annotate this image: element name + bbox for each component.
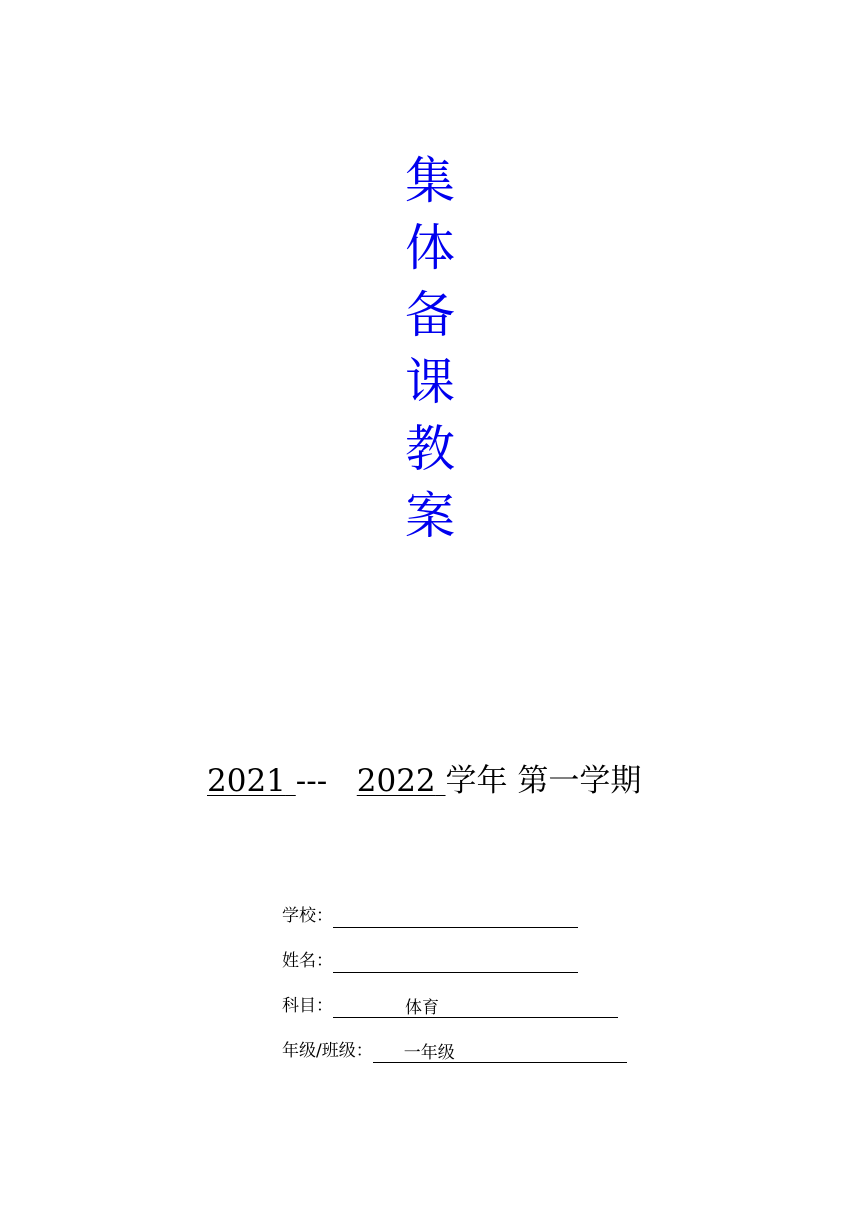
subject-value: 体育 xyxy=(405,998,439,1018)
grade-class-field xyxy=(282,1039,627,1063)
school-field xyxy=(282,904,578,928)
title-char: 课 xyxy=(405,353,455,411)
grade-class-value: 一年级 xyxy=(403,1043,455,1063)
year-suffix: 学年 xyxy=(445,763,508,799)
subject-label: 科目： xyxy=(282,996,333,1016)
school-label: 学校： xyxy=(282,906,333,926)
end-year: 2022 xyxy=(356,763,436,799)
title-char: 案 xyxy=(405,487,455,545)
name-input-line[interactable] xyxy=(333,952,578,973)
name-field xyxy=(282,949,578,973)
grade-class-input-line[interactable] xyxy=(373,1042,627,1063)
school-input-line[interactable] xyxy=(333,907,578,928)
document-title xyxy=(0,148,860,550)
subject-input-line[interactable] xyxy=(333,997,618,1018)
title-char: 备 xyxy=(405,286,455,344)
year-separator: --- xyxy=(295,763,328,799)
subject-field xyxy=(282,994,618,1018)
academic-year-line xyxy=(207,758,641,804)
title-char: 集 xyxy=(405,152,455,210)
grade-class-label: 年级/班级： xyxy=(282,1041,373,1061)
title-char: 教 xyxy=(405,420,455,478)
name-label: 姓名： xyxy=(282,951,333,971)
title-char: 体 xyxy=(405,219,455,277)
semester: 第一学期 xyxy=(517,763,642,799)
start-year: 2021 xyxy=(207,763,286,799)
